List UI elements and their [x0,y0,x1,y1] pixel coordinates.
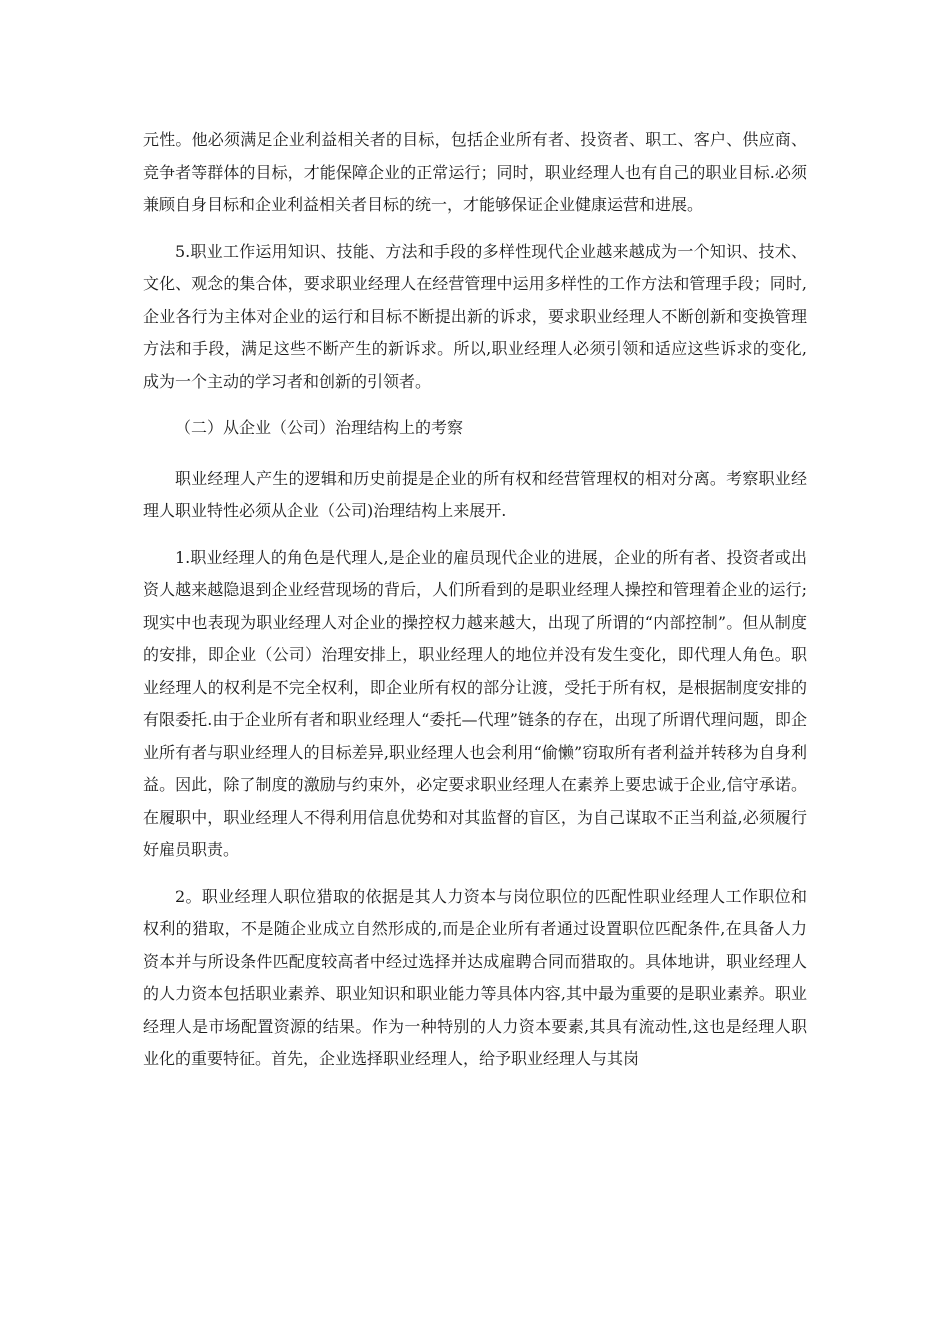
paragraph-intro: 职业经理人产生的逻辑和历史前提是企业的所有权和经营管理权的相对分离。考察职业经理人职业特性必须从企业（公司)治理结构上来展开. [143,468,807,520]
paragraph-item-2: 2。职业经理人职位猎取的依据是其人力资本与岗位职位的匹配性职业经理人工作职位和权利的猎取，不是随企业成立自然形成的,而是企业所有者通过设置职位匹配条件,在具备人力资本并与所设条件匹配度较高者中经过选择并达成雇聘合同而猎取的。具体地讲，职业经理人的人力资本包括职业素养、职业知识和职业能力等具体内容,其中最为重要的是职业素养。职业经理人是市场配置资源的结果。作为一种特别的人力资本要素,其具有流动性,这也是经理人职业化的重要特征。首先，企业选择职业经理人，给予职业经理人与其岗 [143,886,807,1068]
paragraph-item-5: 5.职业工作运用知识、技能、方法和手段的多样性现代企业越来越成为一个知识、技术、文化、观念的集合体，要求职业经理人在经营管理中运用多样性的工作方法和管理手段；同时,企业各行为主体对企业的运行和目标不断提出新的诉求，要求职业经理人不断创新和变换管理方法和手段，满足这些不断产生的新诉求。所以,职业经理人必须引领和适应这些诉求的变化,成为一个主动的学习者和创新的引领者。 [143,241,807,391]
paragraph-item-1: 1.职业经理人的角色是代理人,是企业的雇员现代企业的进展，企业的所有者、投资者或出资人越来越隐退到企业经营现场的背后，人们所看到的是职业经理人操控和管理着企业的运行;现实中也表现为职业经理人对企业的操控权力越来越大，出现了所谓的“内部控制”。但从制度的安排，即企业（公司）治理安排上，职业经理人的地位并没有发生变化，即代理人角色。职业经理人的权利是不完全权利，即企业所有权的部分让渡，受托于所有权，是根据制度安排的有限委托.由于企业所有者和职业经理人“委托—代理”链条的存在，出现了所谓代理问题，即企业所有者与职业经理人的目标差异,职业经理人也会利用“偷懒”窃取所有者利益并转移为自身利益。因此，除了制度的激励与约束外，必定要求职业经理人在素养上要忠诚于企业,信守承诺。在履职中，职业经理人不得利用信息优势和对其监督的盲区，为自己谋取不正当利益,必须履行好雇员职责。 [143,547,807,859]
section-heading: （二）从企业（公司）治理结构上的考察 [175,418,464,437]
document-body [143,124,807,1090]
paragraph-continuation: 元性。他必须满足企业利益相关者的目标，包括企业所有者、投资者、职工、客户、供应商、竞争者等群体的目标，才能保障企业的正常运行；同时，职业经理人也有自己的职业目标.必须兼顾自身目标和企业利益相关者目标的统一，才能够保证企业健康运营和进展。 [143,130,807,214]
